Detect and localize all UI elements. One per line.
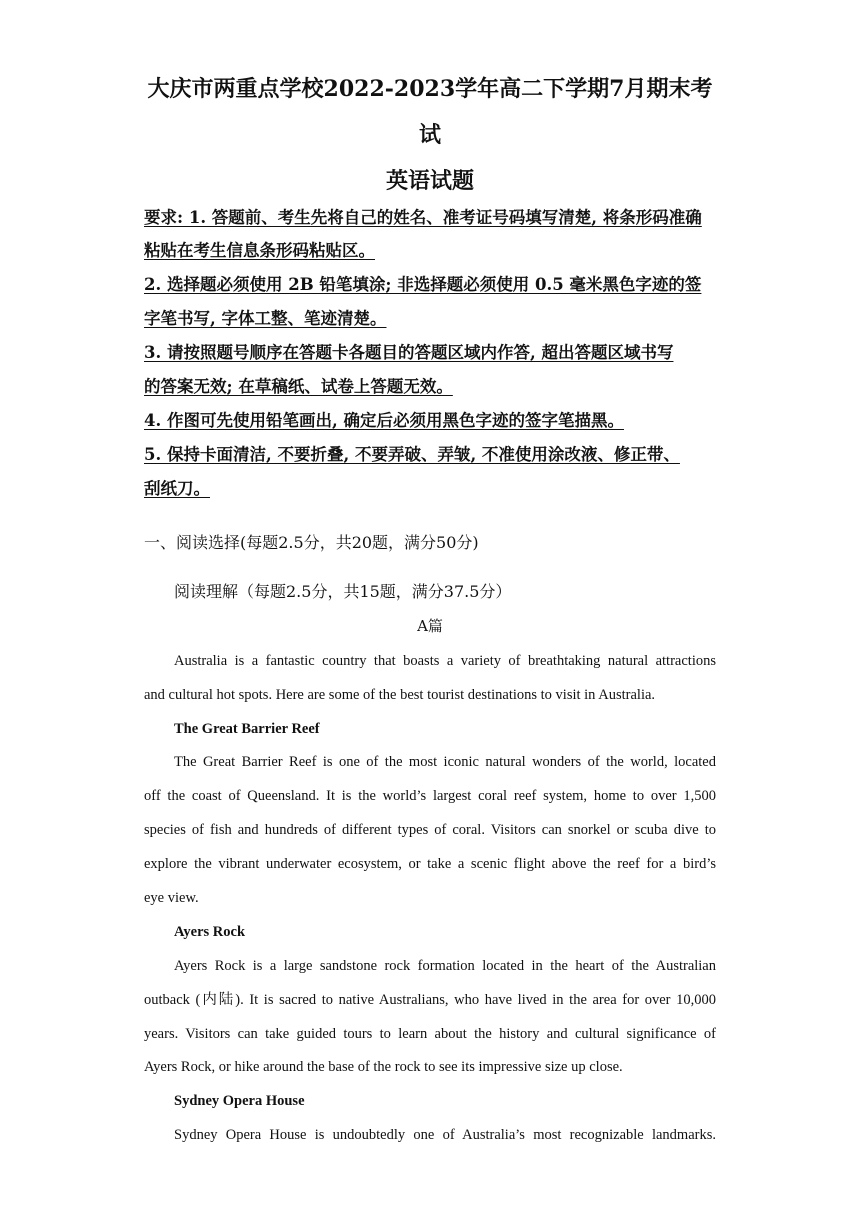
requirement-line: 的答案无效; 在草稿纸、试卷上答题无效。 (144, 377, 453, 396)
requirement-line: 5. 保持卡面清洁, 不要折叠, 不要弄破、弄皱, 不准使用涂改液、修正带、 (144, 445, 680, 464)
paragraph-line: Australia is a fantastic country that boasts a variety of breathtaking natural attractions (174, 653, 716, 669)
paragraph-line: species of fish and hundreds of different types of coral. Visitors can snorkel or scuba dive to (144, 822, 716, 838)
section-heading-reef: The Great Barrier Reef (174, 721, 320, 737)
paragraph-line: and cultural hot spots. Here are some of the best tourist destinations to visit in Australia. (144, 687, 656, 703)
requirement-line: 刮纸刀。 (144, 479, 210, 498)
requirement-line: 2. 选择题必须使用 2B 铅笔填涂; 非选择题必须使用 0.5 毫米黑色字迹的签 (144, 275, 702, 294)
section-heading-ayers: Ayers Rock (174, 924, 246, 940)
paragraph-line: Sydney Opera House is undoubtedly one of Australia’s most recognizable landmarks. (174, 1127, 716, 1143)
passage-label: A篇 (417, 617, 443, 635)
subsection-heading: 阅读理解（每题2.5分，共15题，满分37.5分） (174, 582, 512, 601)
exam-title-line2: 试 (418, 122, 441, 148)
subject-title: 英语试题 (385, 168, 474, 194)
paragraph-line: explore the vibrant underwater ecosystem, or take a scenic flight above the reef for a bird’s (144, 856, 716, 872)
paragraph-line: eye view. (144, 890, 199, 906)
requirement-line: 4. 作图可先使用铅笔画出, 确定后必须用黑色字迹的签字笔描黑。 (144, 411, 624, 430)
paragraph-line: outback (内陆). It is sacred to native Australians, who have lived in the area for over 10,000 (144, 992, 716, 1008)
exam-title-line1: 大庆市两重点学校2022-2023学年高二下学期7月期末考 (147, 76, 713, 102)
section-heading-opera: Sydney Opera House (174, 1093, 305, 1109)
requirement-line: 粘贴在考生信息条形码粘贴区。 (144, 241, 375, 260)
requirement-line: 3. 请按照题号顺序在答题卡各题目的答题区域内作答, 超出答题区域书写 (144, 343, 674, 362)
paragraph-line: The Great Barrier Reef is one of the most iconic natural wonders of the world, located (174, 754, 716, 770)
requirement-line: 要求: 1. 答题前、考生先将自己的姓名、准考证号码填写清楚, 将条形码准确 (144, 208, 702, 227)
requirement-line: 字笔书写, 字体工整、笔迹清楚。 (144, 309, 387, 328)
paragraph-line: off the coast of Queensland. It is the world’s largest coral reef system, home to over 1,500 (144, 788, 716, 804)
section-heading: 一、阅读选择(每题2.5分，共20题，满分50分) (144, 533, 479, 552)
paragraph-line: years. Visitors can take guided tours to learn about the history and cultural significance of (144, 1026, 716, 1042)
paragraph-line: Ayers Rock is a large sandstone rock formation located in the heart of the Australian (174, 958, 716, 974)
paragraph-line: Ayers Rock, or hike around the base of the rock to see its impressive size up close. (144, 1059, 623, 1075)
